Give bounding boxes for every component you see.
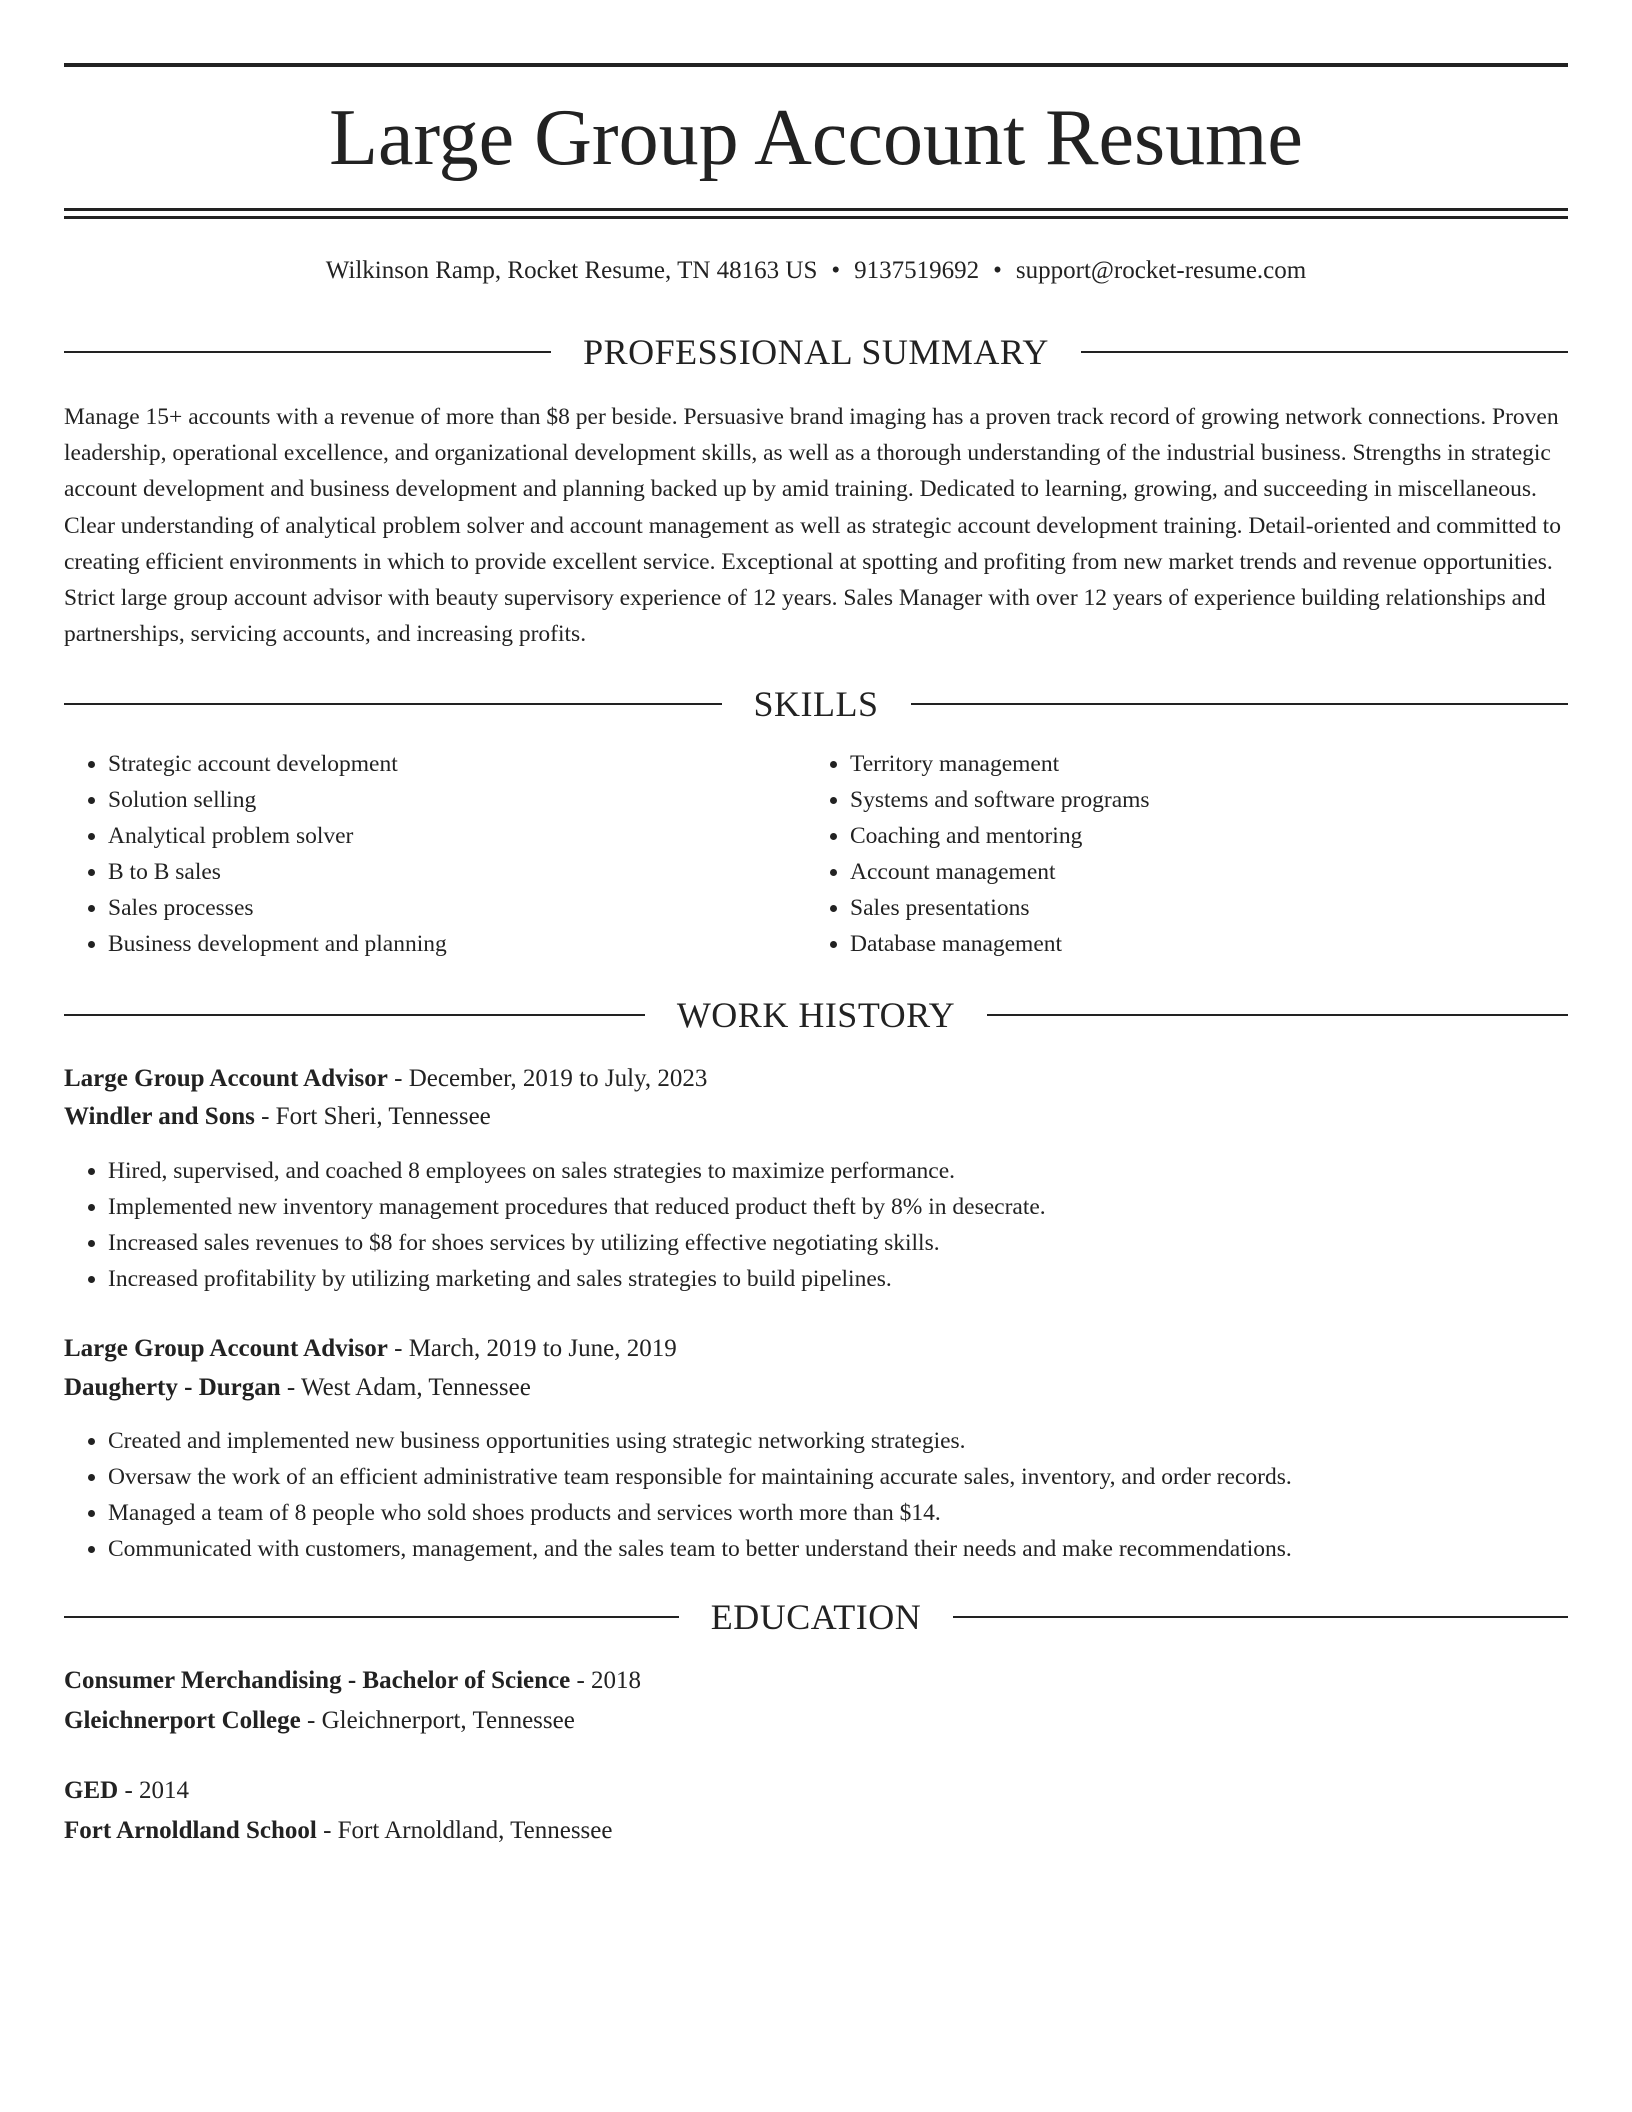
heading-rule — [987, 1014, 1568, 1016]
education-location: - Fort Arnoldland, Tennessee — [316, 1817, 613, 1844]
contact-email[interactable]: support@rocket-resume.com — [1015, 257, 1307, 284]
summary-text: Manage 15+ accounts with a revenue of more than $8 per beside. Persuasive brand imaging has a proven track record of growing network connections. Proven leadership, operational excellence, and organizational development skills, as well as a thorough understanding of the industrial business. Strengths in strategic account development and business development and planning backed up by amid training. Dedicated to learning, growing, and succeeding in miscellaneous. Clear understanding of analytical problem solver and account management as well as strategic account development training. Detail-oriented and committed to creating efficient environments in which to provide excellent service. Exceptional at spotting and profiting from new market trends and revenue opportunities. Strict large group account advisor with beauty supervisory experience of 12 years. Sales Manager with over 12 years of experience building relationships and partnerships, servicing accounts, and increasing profits. — [64, 404, 1561, 648]
education-year: - 2014 — [118, 1777, 190, 1804]
skill-item: • Account management — [850, 854, 1548, 890]
job-location: - West Adam, Tennessee — [280, 1374, 531, 1401]
list-item: • Created and implemented new business opportunities using strategic networking strategies. — [108, 1423, 1612, 1459]
education-school: Fort Arnoldland School — [64, 1817, 317, 1844]
contact-phone: 9137519692 — [854, 257, 980, 284]
skills-column-left — [64, 746, 806, 962]
list-item: • Communicated with customers, management, and the sales team to better understand their needs and make recommendations. — [108, 1531, 1612, 1567]
contact-separator: • — [993, 257, 1002, 284]
job-company-line — [64, 1098, 491, 1136]
title-rule-upper — [64, 208, 1568, 211]
skill-item: • Sales presentations — [850, 890, 1548, 926]
skills-list — [64, 746, 1568, 962]
job-title-line — [64, 1060, 707, 1098]
job-company: Windler and Sons — [64, 1103, 255, 1130]
skill-item: • Sales processes — [108, 890, 806, 926]
job-bullets — [64, 1423, 1612, 1567]
section-title: EDUCATION — [710, 1597, 922, 1637]
education-school: Gleichnerport College — [64, 1707, 301, 1734]
skill-item: • Systems and software programs — [850, 782, 1548, 818]
section-heading-work — [64, 993, 1568, 1037]
skill-item: • Analytical problem solver — [108, 818, 806, 854]
section-heading-summary — [64, 330, 1568, 374]
skill-item: • Business development and planning — [108, 926, 806, 962]
title-rule-lower — [64, 216, 1568, 219]
job-title: Large Group Account Advisor — [64, 1065, 388, 1092]
section-heading-education — [64, 1595, 1568, 1639]
job-company-line — [64, 1369, 531, 1407]
job-title: Large Group Account Advisor — [64, 1335, 388, 1362]
list-item: • Managed a team of 8 people who sold shoes products and services worth more than $14. — [108, 1495, 1612, 1531]
job-title-line — [64, 1330, 677, 1368]
job-dates: - March, 2019 to June, 2019 — [387, 1335, 677, 1362]
skill-item: • Territory management — [850, 746, 1548, 782]
education-degree-line — [64, 1662, 641, 1700]
list-item: • Implemented new inventory management procedures that reduced product theft by 8% in desecrate. — [108, 1189, 1612, 1225]
job-bullets — [64, 1153, 1612, 1297]
heading-rule — [64, 703, 722, 705]
education-school-line — [64, 1812, 612, 1850]
education-degree-line — [64, 1772, 189, 1810]
skills-column-right — [806, 746, 1548, 962]
skill-item: • Strategic account development — [108, 746, 806, 782]
top-rule — [64, 63, 1568, 67]
heading-rule — [64, 351, 551, 353]
list-item: • Increased profitability by utilizing marketing and sales strategies to build pipelines. — [108, 1261, 1612, 1297]
skill-item: • B to B sales — [108, 854, 806, 890]
contact-address: Wilkinson Ramp, Rocket Resume, TN 48163 US — [325, 257, 818, 284]
section-title: PROFESSIONAL SUMMARY — [583, 332, 1049, 372]
list-item: • Increased sales revenues to $8 for shoes services by utilizing effective negotiating skills. — [108, 1225, 1612, 1261]
section-title: WORK HISTORY — [676, 995, 956, 1035]
education-degree: Consumer Merchandising - Bachelor of Science — [64, 1667, 571, 1694]
job-dates: - December, 2019 to July, 2023 — [387, 1065, 708, 1092]
heading-rule — [911, 703, 1569, 705]
heading-rule — [1081, 351, 1568, 353]
education-degree: GED — [64, 1777, 119, 1804]
heading-rule — [64, 1616, 679, 1618]
job-company: Daugherty - Durgan — [64, 1374, 281, 1401]
education-location: - Gleichnerport, Tennessee — [300, 1707, 575, 1734]
section-title: SKILLS — [753, 684, 879, 724]
skill-item: • Coaching and mentoring — [850, 818, 1548, 854]
heading-rule — [64, 1014, 645, 1016]
contact-line — [64, 253, 1568, 289]
job-location: - Fort Sheri, Tennessee — [254, 1103, 491, 1130]
skill-item: • Database management — [850, 926, 1548, 962]
contact-separator: • — [831, 257, 841, 284]
heading-rule — [953, 1616, 1568, 1618]
list-item: • Oversaw the work of an efficient administrative team responsible for maintaining accurate sales, inventory, and order records. — [108, 1459, 1612, 1495]
education-school-line — [64, 1702, 575, 1740]
section-heading-skills — [64, 682, 1568, 726]
list-item: • Hired, supervised, and coached 8 employees on sales strategies to maximize performance. — [108, 1153, 1612, 1189]
skill-item: • Solution selling — [108, 782, 806, 818]
page-title: Large Group Account Resume — [329, 94, 1303, 182]
education-year: - 2018 — [570, 1667, 642, 1694]
